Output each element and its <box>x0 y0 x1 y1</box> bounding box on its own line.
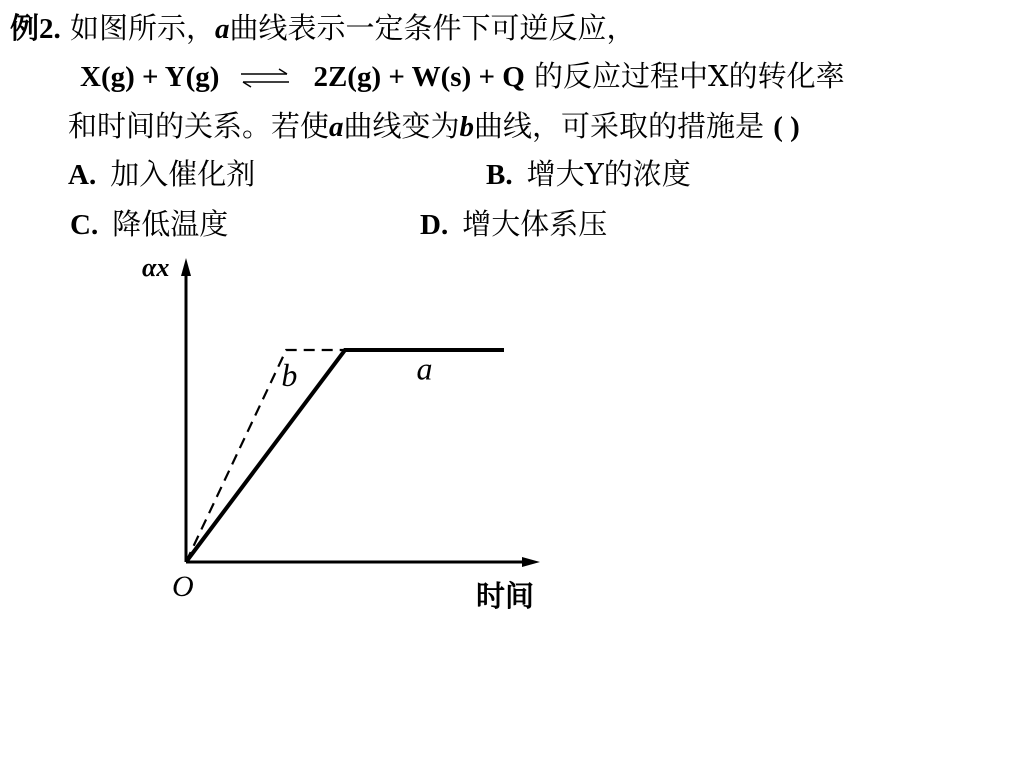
y-axis-arrow-icon <box>181 258 191 276</box>
question-line-1 <box>10 10 636 47</box>
equation-right: 2Z(g) + W(s) + Q <box>313 61 525 93</box>
curve-a-ref-2: a <box>329 111 344 143</box>
line3-text-b: 曲线变为 <box>343 109 460 143</box>
question-line-3 <box>68 108 800 145</box>
option-b-sep: . <box>505 159 513 191</box>
conversion-time-chart <box>130 250 570 620</box>
option-c <box>70 207 228 241</box>
options-row-1 <box>68 156 691 193</box>
question-line-2 <box>80 58 845 95</box>
series-a-label: a <box>416 350 433 387</box>
line3-text-a: 和时间的关系。若使 <box>68 109 330 143</box>
equation-left: X(g) + Y(g) <box>80 61 220 93</box>
options-row-2 <box>70 206 608 243</box>
option-d-sep: . <box>440 209 449 241</box>
series-b-label: b <box>281 357 298 394</box>
option-d-letter: D <box>420 209 441 241</box>
option-a-sep: . <box>88 159 97 191</box>
intro-text-a: 如图所示， <box>69 11 215 45</box>
curve-b-ref: b <box>459 111 475 143</box>
option-b-letter: B <box>486 159 506 191</box>
y-axis-label: αx <box>142 253 170 282</box>
option-c-sep: . <box>90 209 99 241</box>
option-c-text: 降低温度 <box>112 207 229 241</box>
line3-text-c: 曲线，可采取的措施是 <box>474 109 765 143</box>
option-b-text: 增大Y的浓度 <box>526 157 691 191</box>
option-c-letter: C <box>70 209 91 241</box>
x-axis-arrow-icon <box>522 557 540 567</box>
origin-label: O <box>172 570 194 603</box>
intro-text-b: 曲线表示一定条件下可逆反应， <box>229 11 636 45</box>
line2-tail: 的反应过程中X的转化率 <box>534 59 845 93</box>
curve-a-ref: a <box>215 13 230 45</box>
option-d-text: 增大体系压 <box>462 207 608 241</box>
series-a-line <box>186 350 504 562</box>
answer-blank: ( ) <box>773 111 800 143</box>
option-a-text: 加入催化剂 <box>110 157 256 191</box>
option-a-letter: A <box>68 159 89 191</box>
option-a <box>68 157 255 191</box>
question-number: 例2. <box>10 13 61 45</box>
reversible-arrow-icon <box>239 67 291 89</box>
option-d <box>420 206 607 243</box>
x-axis-label: 时间 <box>476 579 535 613</box>
option-b <box>486 156 691 193</box>
